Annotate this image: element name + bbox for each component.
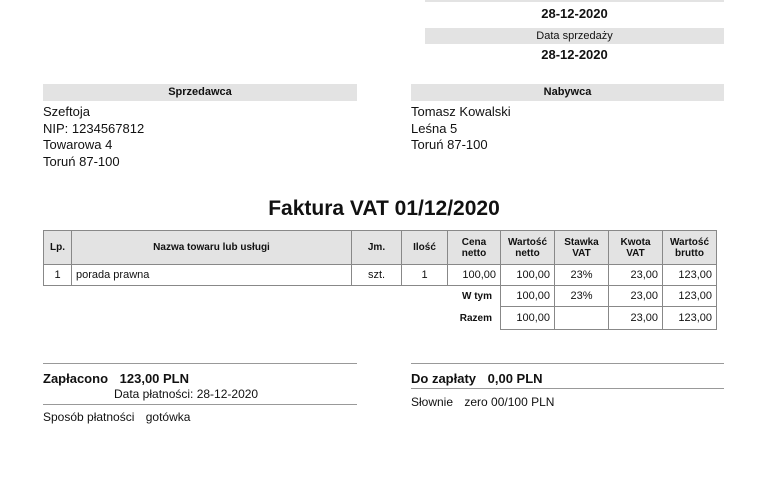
including-net-value: 100,00	[501, 286, 555, 307]
col-vat-rate: Stawka VAT	[555, 231, 609, 265]
payment-method-label: Sposób płatności	[43, 410, 135, 424]
row-qty: 1	[402, 265, 448, 286]
row-name: porada prawna	[72, 265, 352, 286]
words-value: zero 00/100 PLN	[464, 395, 555, 409]
including-label: W tym	[462, 290, 492, 302]
total-vat-amount: 23,00	[609, 307, 663, 330]
col-net-price: Cena netto	[448, 231, 501, 265]
row-net-value: 100,00	[501, 265, 555, 286]
seller-name: Szeftoja	[43, 104, 90, 119]
total-label: Razem	[459, 312, 492, 324]
including-gross-value: 123,00	[663, 286, 717, 307]
col-net-value: Wartość netto	[501, 231, 555, 265]
items-table	[43, 230, 717, 330]
row-net-price: 100,00	[448, 265, 501, 286]
buyer-header: Nabywca	[411, 84, 724, 101]
col-gross-value: Wartość brutto	[663, 231, 717, 265]
paid-divider-top	[43, 363, 357, 364]
words-label: Słownie	[411, 395, 454, 409]
invoice-title: Faktura VAT 01/12/2020	[268, 197, 500, 220]
paid-label: Zapłacono	[43, 371, 109, 386]
seller-city: Toruń 87-100	[43, 154, 120, 170]
total-row	[44, 307, 717, 330]
to-pay-value: 0,00 PLN	[487, 371, 543, 386]
col-vat-amount: Kwota VAT	[609, 231, 663, 265]
paid-value: 123,00 PLN	[119, 371, 190, 386]
including-row	[44, 286, 717, 307]
top-label-strip	[425, 0, 724, 2]
paid-summary	[43, 371, 189, 386]
row-vat-rate: 23%	[555, 265, 609, 286]
seller-address	[43, 104, 144, 171]
table-header-row	[44, 231, 717, 265]
amount-due	[411, 371, 543, 386]
row-vat-amount: 23,00	[609, 265, 663, 286]
buyer-city: Toruń 87-100	[411, 137, 488, 153]
sale-date-value: 28-12-2020	[541, 47, 608, 62]
row-unit: szt.	[352, 265, 402, 286]
seller-street: Towarowa 4	[43, 137, 113, 153]
due-divider-top	[411, 363, 724, 364]
issue-date-value: 28-12-2020	[541, 6, 608, 21]
due-divider-bottom	[411, 388, 724, 389]
buyer-street: Leśna 5	[411, 120, 458, 136]
buyer-name: Tomasz Kowalski	[411, 104, 511, 119]
col-unit: Jm.	[352, 231, 402, 265]
total-gross-value: 123,00	[663, 307, 717, 330]
payment-due-date: Data płatności: 28-12-2020	[114, 387, 259, 401]
seller-nip: NIP: 1234567812	[43, 120, 145, 136]
row-gross-value: 123,00	[663, 265, 717, 286]
col-name: Nazwa towaru lub usługi	[72, 231, 352, 265]
seller-header: Sprzedawca	[43, 84, 357, 101]
buyer-address	[411, 104, 511, 154]
total-vat-rate	[555, 307, 609, 330]
total-net-value: 100,00	[501, 307, 555, 330]
col-qty: Ilość	[402, 231, 448, 265]
payment-method-value: gotówka	[145, 410, 191, 424]
row-lp: 1	[44, 265, 72, 286]
including-vat-amount: 23,00	[609, 286, 663, 307]
to-pay-label: Do zapłaty	[411, 371, 477, 386]
paid-divider-bottom	[43, 404, 357, 405]
payment-method	[43, 410, 190, 424]
including-vat-rate: 23%	[555, 286, 609, 307]
col-lp: Lp.	[44, 231, 72, 265]
table-row	[44, 265, 717, 286]
sale-date-label: Data sprzedaży	[425, 28, 724, 44]
amount-in-words	[411, 395, 554, 409]
